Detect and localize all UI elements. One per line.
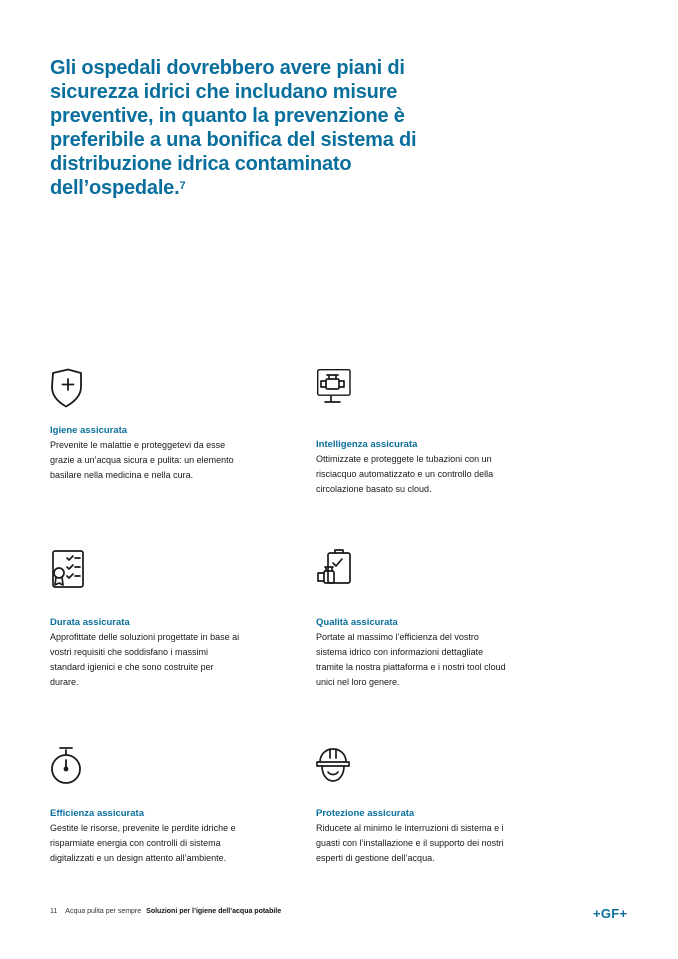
- feature-description: Portate al massimo l’efficienza del vostro sistema idrico con informazioni dettagliate tramite la nostra piattaforma e i nostri tool cloud unici nel loro genere.: [316, 632, 506, 687]
- feature-title: Qualità assicurata: [316, 617, 398, 628]
- hard-hat-icon: [316, 745, 352, 785]
- feature-quality: [316, 548, 506, 690]
- stopwatch-icon: [50, 745, 86, 785]
- clipboard-valve-icon: [316, 548, 352, 588]
- feature-description: Riducete al minimo le interruzioni di sistema e i guasti con l’installazione e il supporto dei nostri esperti di gestione dell’acqua.: [316, 823, 504, 863]
- feature-title: Efficienza assicurata: [50, 808, 144, 819]
- headline-text: Gli ospedali dovrebbero avere piani di sicurezza idrici che includano misure preventive, in quanto la prevenzione è preferibile a una bonifica del sistema di distribuzione idrica contaminato dell’ospedale.: [50, 57, 417, 199]
- feature-title: Protezione assicurata: [316, 808, 415, 819]
- page-footer: [50, 908, 281, 915]
- feature-title: Igiene assicurata: [50, 425, 128, 436]
- gf-logo: +GF+: [593, 906, 628, 921]
- monitor-valve-icon: [316, 368, 352, 408]
- footer-section: Acqua pulita per sempre: [65, 908, 142, 915]
- feature-description: Prevenite le malattie e proteggetevi da esse grazie a un’acqua sicura e pulita: un elemento basilare nella medicina e nella cura.: [50, 440, 234, 480]
- feature-protection: [316, 745, 506, 866]
- feature-description: Approfittate delle soluzioni progettate in base ai vostri requisiti che soddisfano i massimi standard igienici e che sono costruite per durare.: [50, 632, 240, 687]
- feature-title: Intelligenza assicurata: [316, 439, 418, 450]
- page-number: 11: [50, 908, 58, 915]
- feature-durability: [50, 548, 240, 690]
- footer-document-title: Soluzioni per l’igiene dell’acqua potabile: [146, 908, 282, 915]
- feature-description: Ottimizzate e proteggete le tubazioni con un risciacquo automatizzato e un controllo della circolazione basato su cloud.: [316, 454, 494, 494]
- shield-plus-icon: [50, 368, 86, 408]
- feature-description: Gestite le risorse, prevenite le perdite idriche e risparmiate energia con controlli di sistema digitalizzati e un design attento all’ambiente.: [50, 823, 236, 863]
- feature-intelligence: [316, 368, 506, 497]
- feature-title: Durata assicurata: [50, 617, 130, 628]
- certificate-checklist-icon: [50, 548, 86, 588]
- feature-efficiency: [50, 745, 240, 866]
- page-headline: [50, 56, 430, 200]
- footnote-marker: 7: [179, 180, 186, 192]
- feature-hygiene: [50, 368, 240, 483]
